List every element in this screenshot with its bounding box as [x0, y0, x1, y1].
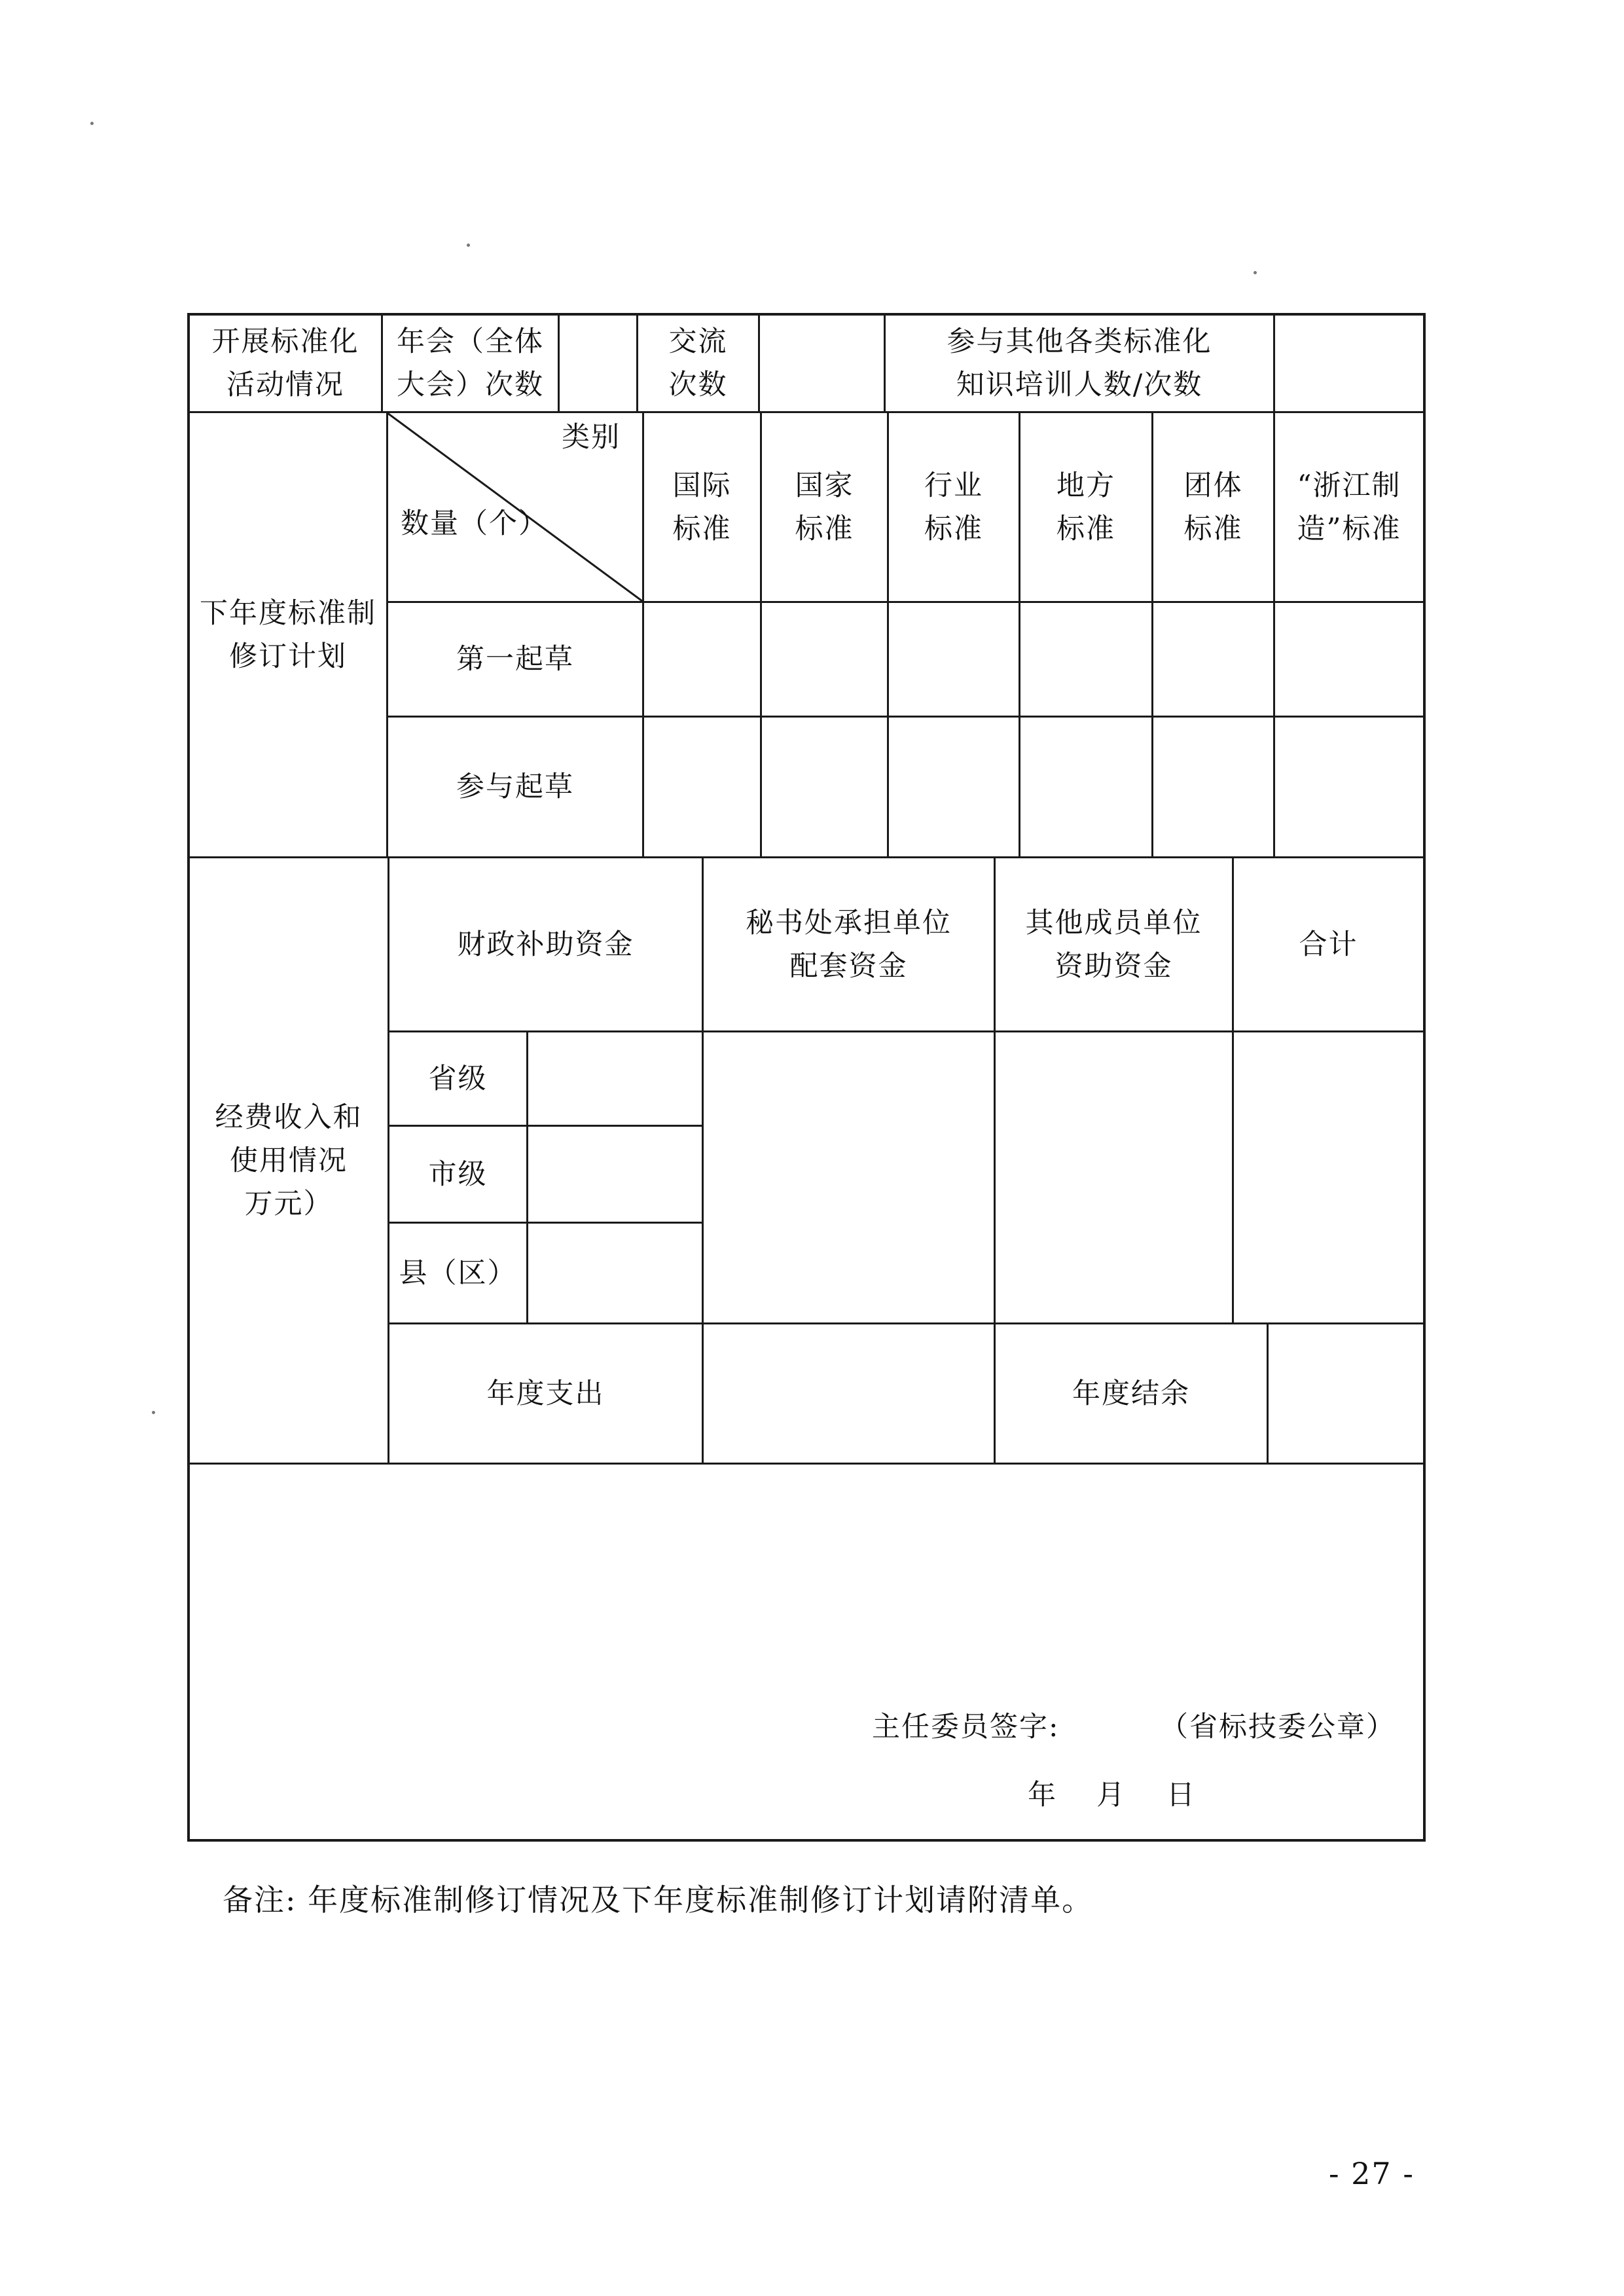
province-value[interactable] — [528, 1032, 702, 1125]
director-signature-label: 主任委员签字: — [872, 1711, 1060, 1743]
annual-balance-label: 年度结余 — [1072, 1377, 1190, 1410]
footnote: 备注: 年度标准制修订情况及下年度标准制修订计划请附清单。 — [223, 1882, 1094, 1918]
category-local: 地方 标准 — [1056, 469, 1115, 545]
table-border-right — [1423, 313, 1426, 1842]
category-group: 团体 标准 — [1183, 469, 1243, 545]
annual-expense-label: 年度支出 — [486, 1377, 605, 1410]
date-year: 年 — [1028, 1779, 1057, 1812]
category-national: 国家 标准 — [795, 469, 854, 545]
other-members-funds-header: 其他成员单位 资助资金 — [1025, 906, 1202, 983]
funds-label: 经费收入和 使用情况 万元） — [215, 1101, 363, 1220]
diagonal-header-quantity: 数量（个） — [401, 507, 548, 540]
first-draft-label: 第一起草 — [456, 643, 574, 676]
county-value[interactable] — [528, 1224, 702, 1322]
fiscal-subsidy-header: 财政补助资金 — [457, 928, 634, 961]
annual-expense-value[interactable] — [704, 1324, 994, 1463]
annual-meeting-value[interactable] — [560, 316, 636, 411]
annual-balance-value[interactable] — [1269, 1324, 1423, 1463]
participate-draft-label: 参与起草 — [456, 771, 574, 803]
date-month: 月 — [1096, 1779, 1126, 1812]
page-number: - 27 - — [1329, 2156, 1415, 2191]
scan-speck — [152, 1411, 155, 1414]
scan-speck — [1254, 271, 1257, 274]
exchange-label: 交流 次数 — [668, 325, 728, 401]
total-header: 合计 — [1299, 928, 1358, 961]
secretariat-funds-header: 秘书处承担单位 配套资金 — [746, 906, 952, 983]
grid-line — [187, 1463, 1426, 1465]
category-international: 国际 标准 — [672, 469, 732, 545]
category-zhejiang-made: “浙江制 造”标准 — [1297, 469, 1401, 545]
annual-meeting-label: 年会（全体 大会）次数 — [397, 325, 544, 401]
activity-label: 开展标准化 活动情况 — [211, 325, 359, 401]
date-day: 日 — [1166, 1779, 1196, 1812]
county-label: 县（区） — [399, 1256, 517, 1290]
diagonal-header-category: 类别 — [562, 421, 621, 454]
committee-seal-label: （省标技委公章） — [1160, 1711, 1396, 1743]
table-border-bottom — [187, 1839, 1426, 1842]
city-value[interactable] — [528, 1127, 702, 1222]
training-value[interactable] — [1275, 316, 1423, 411]
province-label: 省级 — [428, 1062, 488, 1095]
exchange-value[interactable] — [760, 316, 884, 411]
plan-label: 下年度标准制 修订计划 — [200, 596, 376, 673]
training-label: 参与其他各类标准化 知识培训人数/次数 — [947, 325, 1212, 401]
city-label: 市级 — [428, 1157, 488, 1191]
scan-speck — [467, 244, 470, 247]
category-industry: 行业 标准 — [924, 469, 983, 545]
scan-speck — [90, 122, 94, 125]
